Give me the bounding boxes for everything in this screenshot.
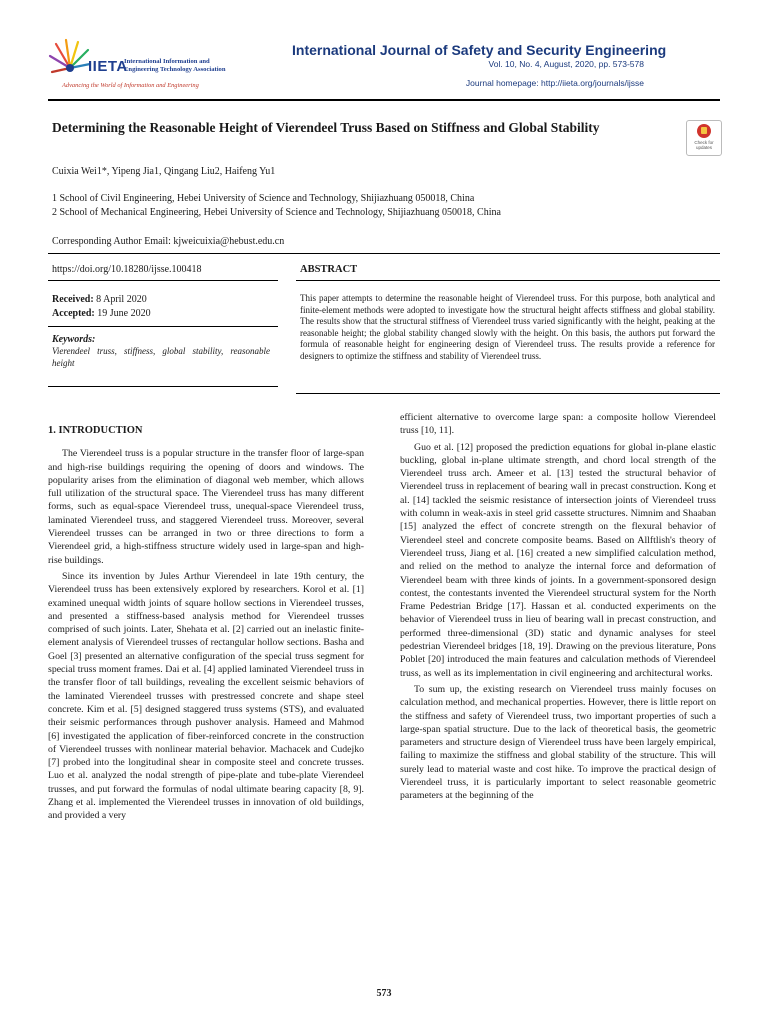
publisher-abbr: IIETA xyxy=(88,58,128,75)
affiliation-2: 2 School of Mechanical Engineering, Hebei University of Science and Technology, Shijiazhuang 050018, China xyxy=(52,207,501,218)
accepted-date: 19 June 2020 xyxy=(97,308,151,319)
received-label: Received: xyxy=(52,294,94,305)
abstract-divider-top xyxy=(296,280,720,281)
author-list: Cuixia Wei1*, Yipeng Jia1, Qingang Liu2, Haifeng Yu1 xyxy=(52,166,276,177)
org-line-1: International Information and xyxy=(124,58,210,65)
body-paragraph: Since its invention by Jules Arthur Vierendeel in late 19th century, the Vierendeel truss has been extensively explored by researchers. Korol et al. [1] examined unequal width joints of square hollow sections in Vierendeel trusses, and presented a stiffness-based analysis method for Vierendeel trusses comprised of such joints. Later, Shehata et al. [2] carried out an inelastic finite-element analysis of Vierendeel trusses of rectangular hollow sections. Basha and Goel [3] presented an alternative configuration of the special truss segment for special truss moment frames. Dai et al. [4] applied laminated Vierendeel truss in the transfer floor of tall buildings, revealing the excellent seismic behaviors of the laminated Vierendeel trusses with prestressed concrete and shape steel concrete. Kim et al. [5] designed staggered truss systems (STS), and evaluated their seismic performances through pushover analysis. Hameed and Mahmod [6] investigated the application of fiber-reinforced concrete in the construction of Vierendeel trusses with nonlinear material behavior. Machacek and Cudejko [7] probed into the longitudinal shear in composite steel and concrete trusses. Luo et al. analyzed the nodal strength of pipe-plate and tube-plate Vierendeel trusses, and put forward the formulas of nodal ultimate bearing capacity [8, 9]. Zhang et al. implemented the Vierendeel trusses in innovation of old buildings, and provided a very xyxy=(48,570,364,822)
header-divider xyxy=(48,99,720,101)
article-dates xyxy=(52,293,151,321)
abstract-heading: ABSTRACT xyxy=(300,264,358,275)
body-column-right xyxy=(400,411,716,806)
journal-volume: Vol. 10, No. 4, August, 2020, pp. 573-578 xyxy=(488,59,644,69)
section-heading: 1. INTRODUCTION xyxy=(48,425,143,436)
journal-homepage-link[interactable]: Journal homepage: http://iieta.org/journals/ijsse xyxy=(465,78,644,88)
body-paragraph: The Vierendeel truss is a popular structure in the transfer floor of large-span and high-rise buildings requiring the opening of doors and windows. The popularity arises from the elimination of diagonal web member, which allows full utilization of the structural space. The Vierendeel truss has many different forms, such as equal-space Vierendeel truss, unequal-space Vierendeel truss, laminated Vierendeel truss, and staggered Vierendeel truss. Moreover, several Vierendeel trusses can be arranged in two or three directions to form a Vierendeel grid, a high-stiffness structure widely used in large-span and high-rise buildings. xyxy=(48,448,364,566)
accepted-row xyxy=(52,307,151,321)
abstract-divider-bottom xyxy=(296,393,720,394)
publisher-org-name xyxy=(124,58,264,73)
received-row xyxy=(52,293,151,307)
received-date: 8 April 2020 xyxy=(96,294,147,305)
org-line-2: Engineering Technology Association xyxy=(124,65,226,73)
star-burst-logo-icon xyxy=(48,38,92,88)
left-divider-1 xyxy=(48,280,278,281)
body-column-left xyxy=(48,424,364,826)
check-for-updates-icon xyxy=(697,124,711,138)
publisher-tagline: Advancing the World of Information and Engineering xyxy=(62,82,199,89)
journal-title: International Journal of Safety and Security Engineering xyxy=(292,42,667,58)
abstract-text: This paper attempts to determine the reasonable height of Vierendeel truss. For this purpose, both analytical and finite-element methods were adopted to investigate how the structural height affects stiffness and global stability. The results show that the structural stiffness of Vierendeel truss varied significantly with the height, peaking at the reasonable height; the global stability changed slowly with the height. On this basis, the authors put forward the formula of reasonable height for engineering design of Vierendeel truss. The results provide a reference for designers to optimize the stiffness and stability of Vierendeel truss. xyxy=(300,293,715,361)
body-paragraph: To sum up, the existing research on Vierendeel truss mainly focuses on calculation method, and mechanical properties. However, there is little report on the stiffness and safety of Vierendeel truss, two important properties of such a large-span spatial structure. Due to the lack of theoretical basis, the geometric parameters and structure design of Vierendeel truss have been largely empirical, failing to maximize the stiffness and global stability of the structure. This will surely lead to material waste and cost hike. To improve the practical design of Vierendeel truss, it is particularly important to select reasonable geometric parameters at the beginning of the xyxy=(400,683,716,802)
journal-header xyxy=(0,0,768,108)
keywords-list: Vierendeel truss, stiffness, global stability, reasonable height xyxy=(52,346,270,368)
left-divider-2 xyxy=(48,326,278,327)
corresponding-author[interactable]: Corresponding Author Email: kjweicuixia@hebust.edu.cn xyxy=(52,236,285,247)
affiliation-1: 1 School of Civil Engineering, Hebei University of Science and Technology, Shijiazhuang 050018, China xyxy=(52,193,475,204)
keywords-heading: Keywords: xyxy=(52,334,96,345)
article-title: Determining the Reasonable Height of Vierendeel Truss Based on Stiffness and Global Stability xyxy=(52,120,600,135)
left-divider-3 xyxy=(48,386,278,387)
publisher-logo[interactable] xyxy=(48,38,258,98)
check-for-updates-label: Check for updates xyxy=(694,140,714,150)
doi-link[interactable]: https://doi.org/10.18280/ijsse.100418 xyxy=(52,264,202,275)
body-paragraph: efficient alternative to overcome large span: a composite hollow Vierendeel truss [10, 11]. xyxy=(400,412,716,437)
check-for-updates-badge[interactable] xyxy=(686,120,722,156)
front-matter-divider xyxy=(48,253,720,254)
body-paragraph: Guo et al. [12] proposed the prediction equations for global in-plane elastic buckling, global in-plane ultimate strength, and chord local strength of the Vierendeel truss arch. Ameer et al. [13] tested the structural behavior of Vierendeel truss in replacement of bearing wall in precast construction. Kong et al. [14] tackled the seismic resistance of intersection joints of Vierendeel truss with column in weak-axis in steel grid cassette structures. Nimnim and Shaaban [15] analyzed the effect of concrete strength on the flexural behavior of Vierendeel steel and concrete composite beams. Based on Allftlish's theory of Vierendeel truss, Jiang et al. [16] created a new simplified calculation method, and relied on the method to analyze the internal force and deformation of Vierendeel beam with three kinds of joints. In a government-sponsored design contest, the contestants invented the Vierendeel structural system for the North Frame Pedestrian Bridge [17]. Hassan et al. conducted experiments on the behavior of Vierendeel truss in lieu of bearing wall in precast construction, and performed three-dimensional (3D) static and dynamic analyses for steel pedestrian Vierendeel bridges [18, 19]. Drawing on the previous literature, Pons Poblet [20] introduced the main features and calculation methods of Vierendeel truss, as well as its implementation in civil engineering and architectural works. xyxy=(400,441,716,679)
accepted-label: Accepted: xyxy=(52,308,95,319)
page-number: 573 xyxy=(376,988,392,999)
